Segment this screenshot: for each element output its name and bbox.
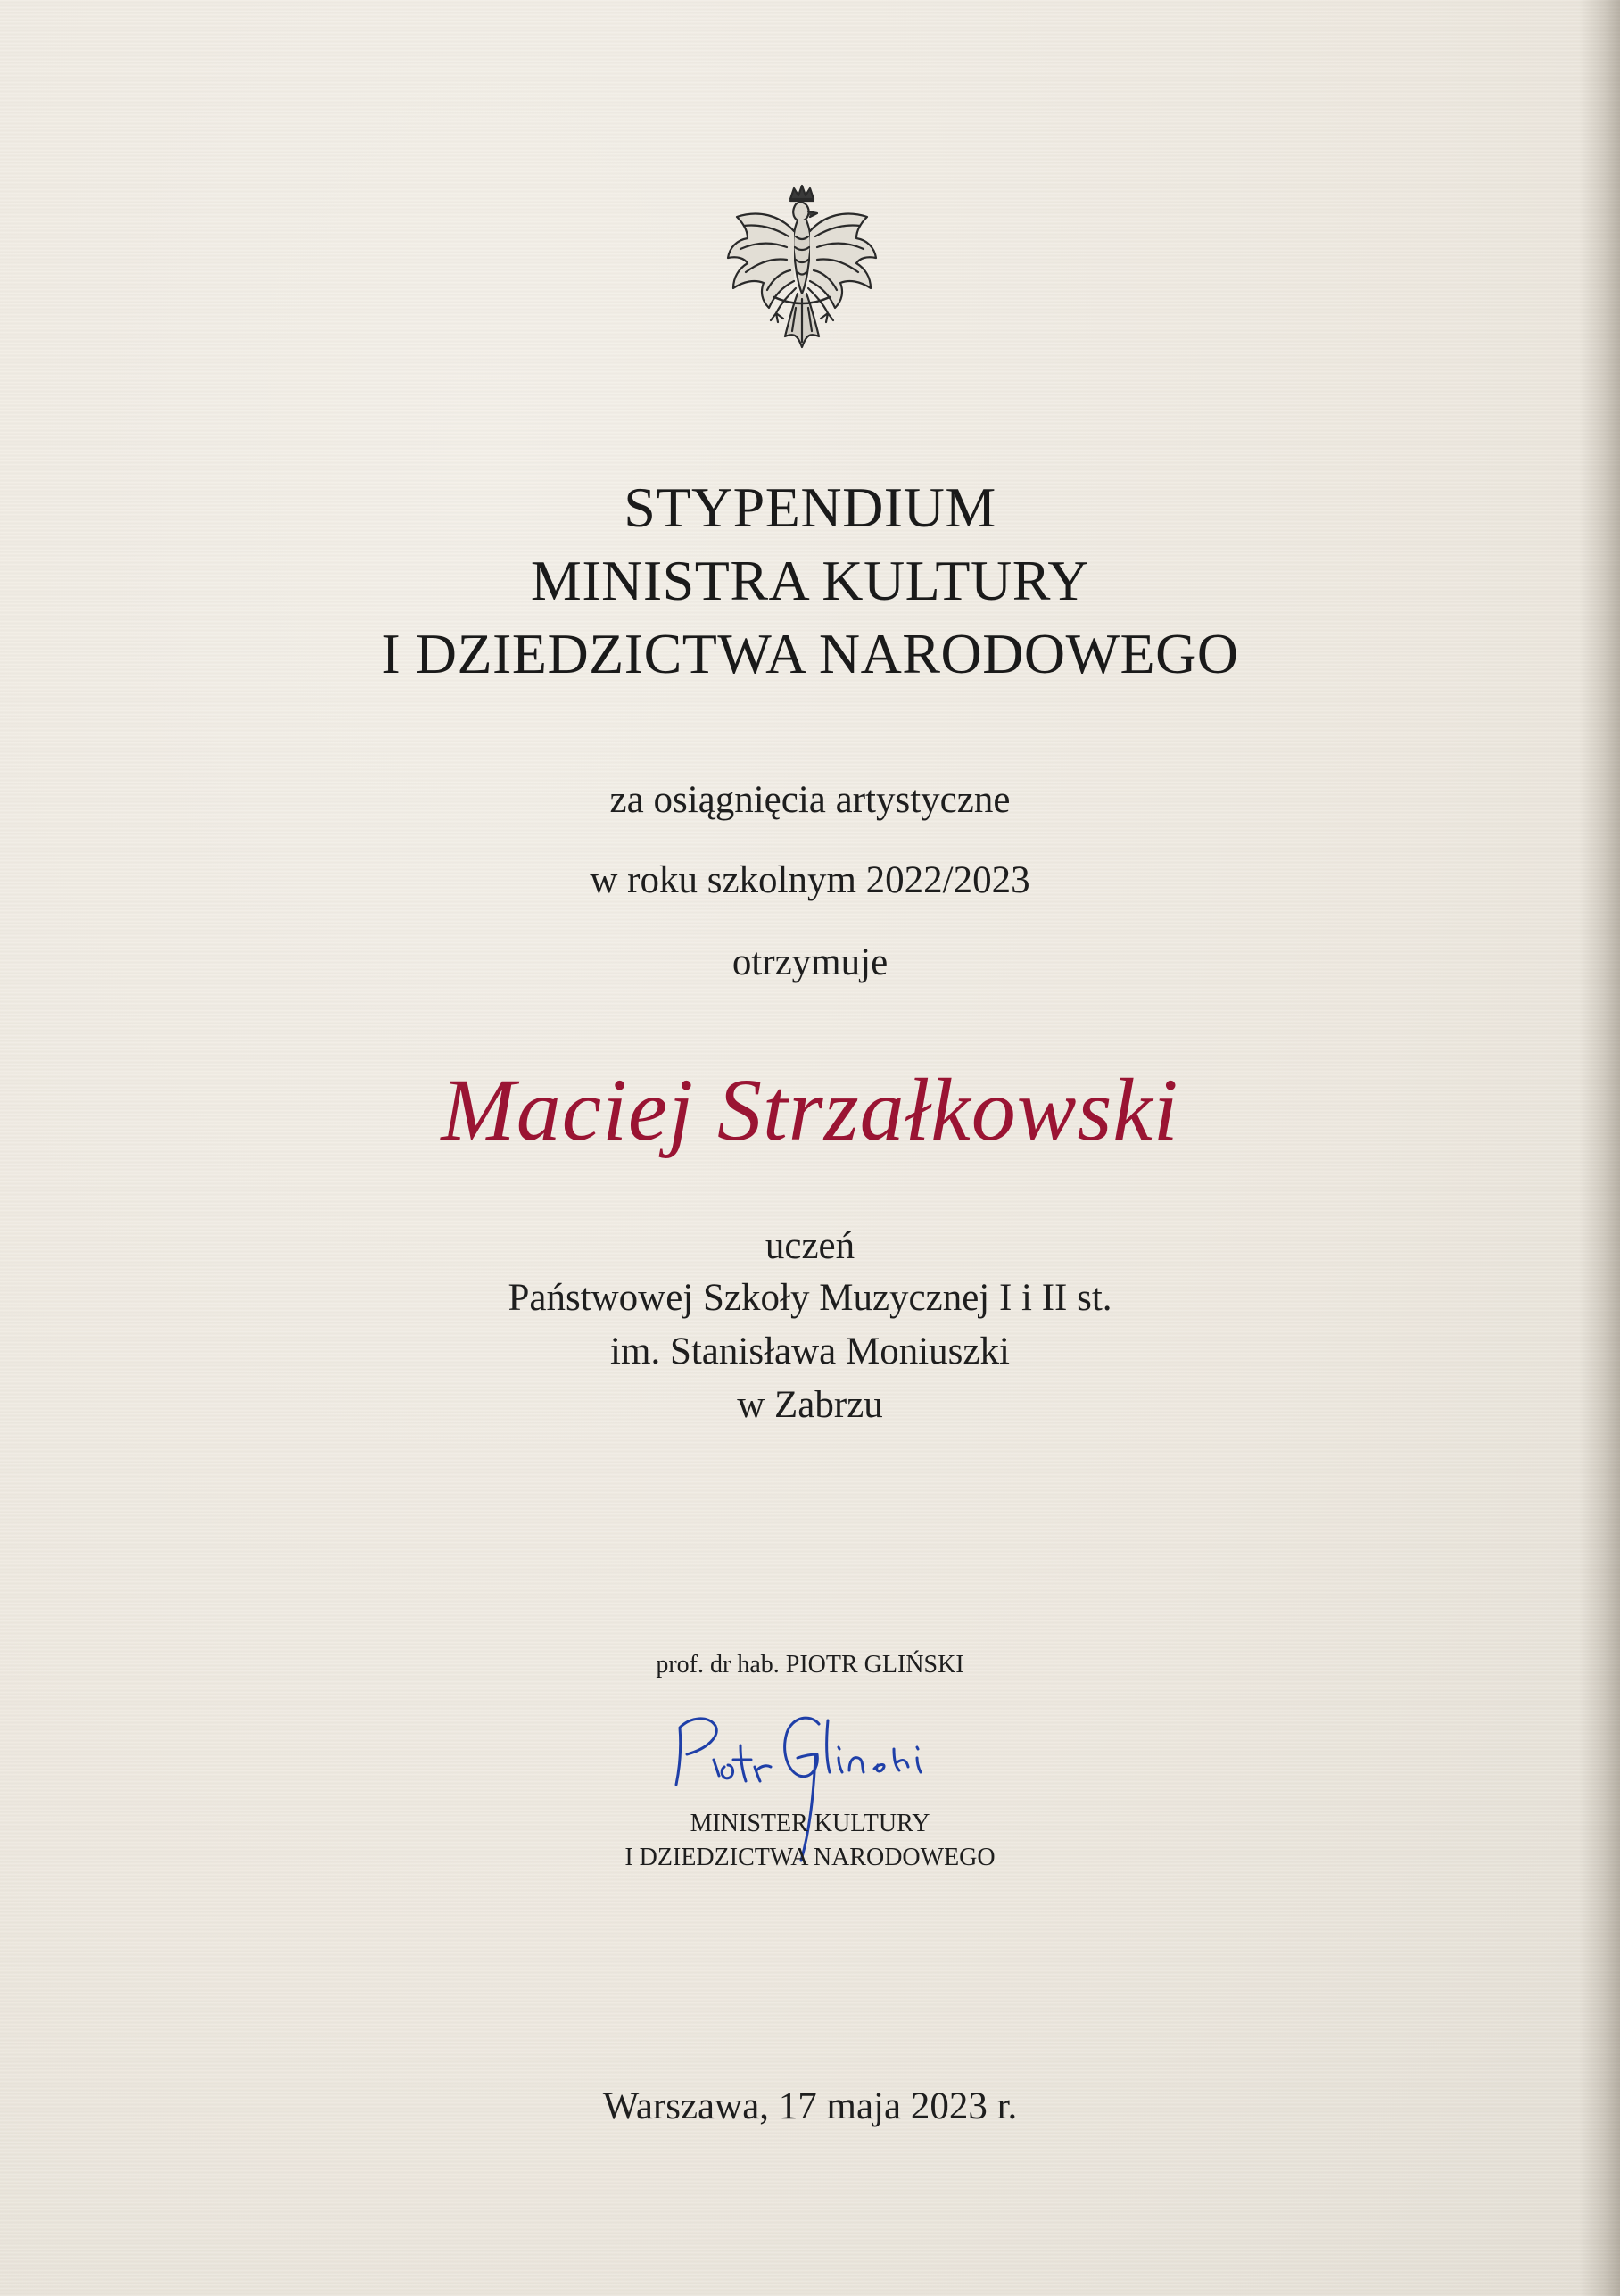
- signatory-role-line-1: MINISTER KULTURY: [690, 1810, 930, 1837]
- place-date: Warszawa, 17 maja 2023 r.: [602, 2085, 1018, 2127]
- recipient-name: Maciej Strzałkowski: [441, 1060, 1179, 1159]
- title-line-2: MINISTRA KULTURY: [530, 549, 1090, 612]
- school-line-1: uczeń: [765, 1225, 855, 1267]
- signatory-name: prof. dr hab. PIOTR GLIŃSKI: [656, 1651, 964, 1678]
- purpose-text: za osiągnięcia artystyczne: [609, 779, 1011, 821]
- receives-text: otrzymuje: [731, 941, 889, 983]
- school-line-2: Państwowej Szkoły Muzycznej I i II st.: [508, 1277, 1112, 1319]
- school-year-text: w roku szkolnym 2022/2023: [590, 859, 1030, 901]
- title-line-3: I DZIEDZICTWA NARODOWEGO: [381, 622, 1239, 685]
- signatory-role-line-2: I DZIEDZICTWA NARODOWEGO: [624, 1844, 996, 1871]
- school-line-3: im. Stanisława Moniuszki: [610, 1330, 1010, 1372]
- title-line-1: STYPENDIUM: [624, 476, 996, 539]
- eagle-emblem-icon: [721, 183, 883, 361]
- school-line-4: w Zabrzu: [737, 1384, 883, 1426]
